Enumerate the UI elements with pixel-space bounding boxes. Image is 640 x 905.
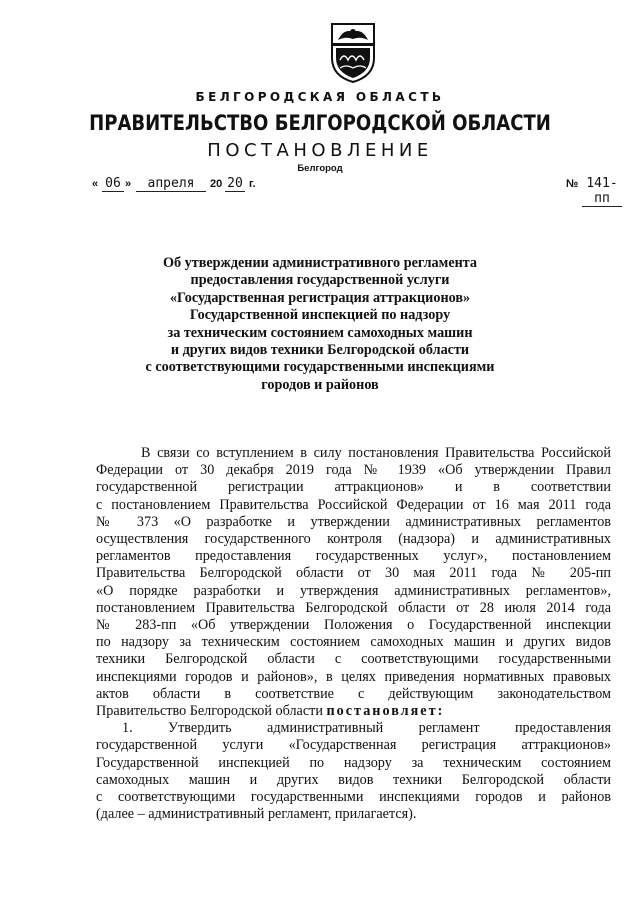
body-line: по надзору за техническим состоянием самоходных машин и других видов [96,634,611,651]
body-line: № 373 «О разработке и утверждении административных регламентов [96,513,611,530]
body-line: государственной регистрации аттракционов» и в соответствии [96,479,611,496]
date-year-suffix: 20 [225,176,245,192]
body-line: постановлением Правительства Белгородской области от 28 июля 2014 года [96,599,611,616]
date-day: 06 [102,176,124,192]
date-year-prefix: 20 [210,178,223,190]
body-line [96,703,611,720]
title-line: городов и районов [261,376,379,393]
title-line: «Государственная регистрация аттракционов» [169,289,471,306]
date-month: апреля [136,176,206,192]
body-line: актов области в соответствие с действующим законодательством [96,685,611,702]
government-name: ПРАВИТЕЛЬСТВО БЕЛГОРОДСКОЙ ОБЛАСТИ [89,111,551,135]
city-name: Белгород [297,163,343,174]
body-line: самоходных машин и других видов техники Белгородской области [96,771,611,788]
document-type: ПОСТАНОВЛЕНИЕ [207,140,433,161]
body-line: с постановлением Правительства Российской Федерации от 16 мая 2011 года [96,496,611,513]
body-line: государственной услуги «Государственная регистрация аттракционов» [96,737,611,754]
title-line: с соответствующими государственными инспекциями [145,359,495,376]
body-line: Правительства Белгородской области от 30 мая 2011 года № 205-пп [96,565,611,582]
body-line: регламентов предоставления государственных услуг», постановлением [96,548,611,565]
region-name: БЕЛГОРОДСКАЯ ОБЛАСТЬ [195,90,445,104]
body-line: инспекциями городов и районов», в целях приведения нормативных правовых [96,668,611,685]
body-line: осуществления государственного контроля (надзора) и административных [96,531,611,548]
number-label: № [566,178,579,190]
date-open-quote: « [92,178,99,190]
document-body [96,445,611,823]
title-line: за техническим состоянием самоходных машин [167,324,473,341]
body-line: Федерации от 30 декабря 2019 года № 1939 «Об утверждении Правил [96,462,611,479]
document-number: 141-пп [582,176,622,207]
body-line: В связи со вступлением в силу постановления Правительства Российской [141,445,611,461]
title-line: и других видов техники Белгородской области [170,342,470,359]
body-line: Государственной инспекцией по надзору за техническим состоянием [96,754,611,771]
body-line: с соответствующими государственными инспекциями городов и районов [96,789,611,806]
body-line: техники Белгородской области с соответствующими государственными [96,651,611,668]
body-line: «О порядке разработки и утверждения административных регламентов», [96,582,611,599]
coat-of-arms-icon [330,22,376,84]
date-close-quote: » [125,178,132,190]
body-line: (далее – административный регламент, прилагается). [96,806,417,823]
resolution-keyword: постановляет: [326,703,445,720]
title-line: Государственной инспекцией по надзору [189,307,451,324]
document-title [0,255,640,394]
date-year-unit: г. [249,178,256,190]
date-line [92,176,622,206]
body-line: № 283-пп «Об утверждении Положения о Государственной инспекции [96,617,611,634]
title-line: Об утверждении административного регламента [162,255,478,271]
title-line: предоставления государственной услуги [190,272,450,289]
body-line: 1. Утвердить административный регламент предоставления [122,720,611,737]
resolution-subject: Правительство Белгородской области [96,703,323,720]
